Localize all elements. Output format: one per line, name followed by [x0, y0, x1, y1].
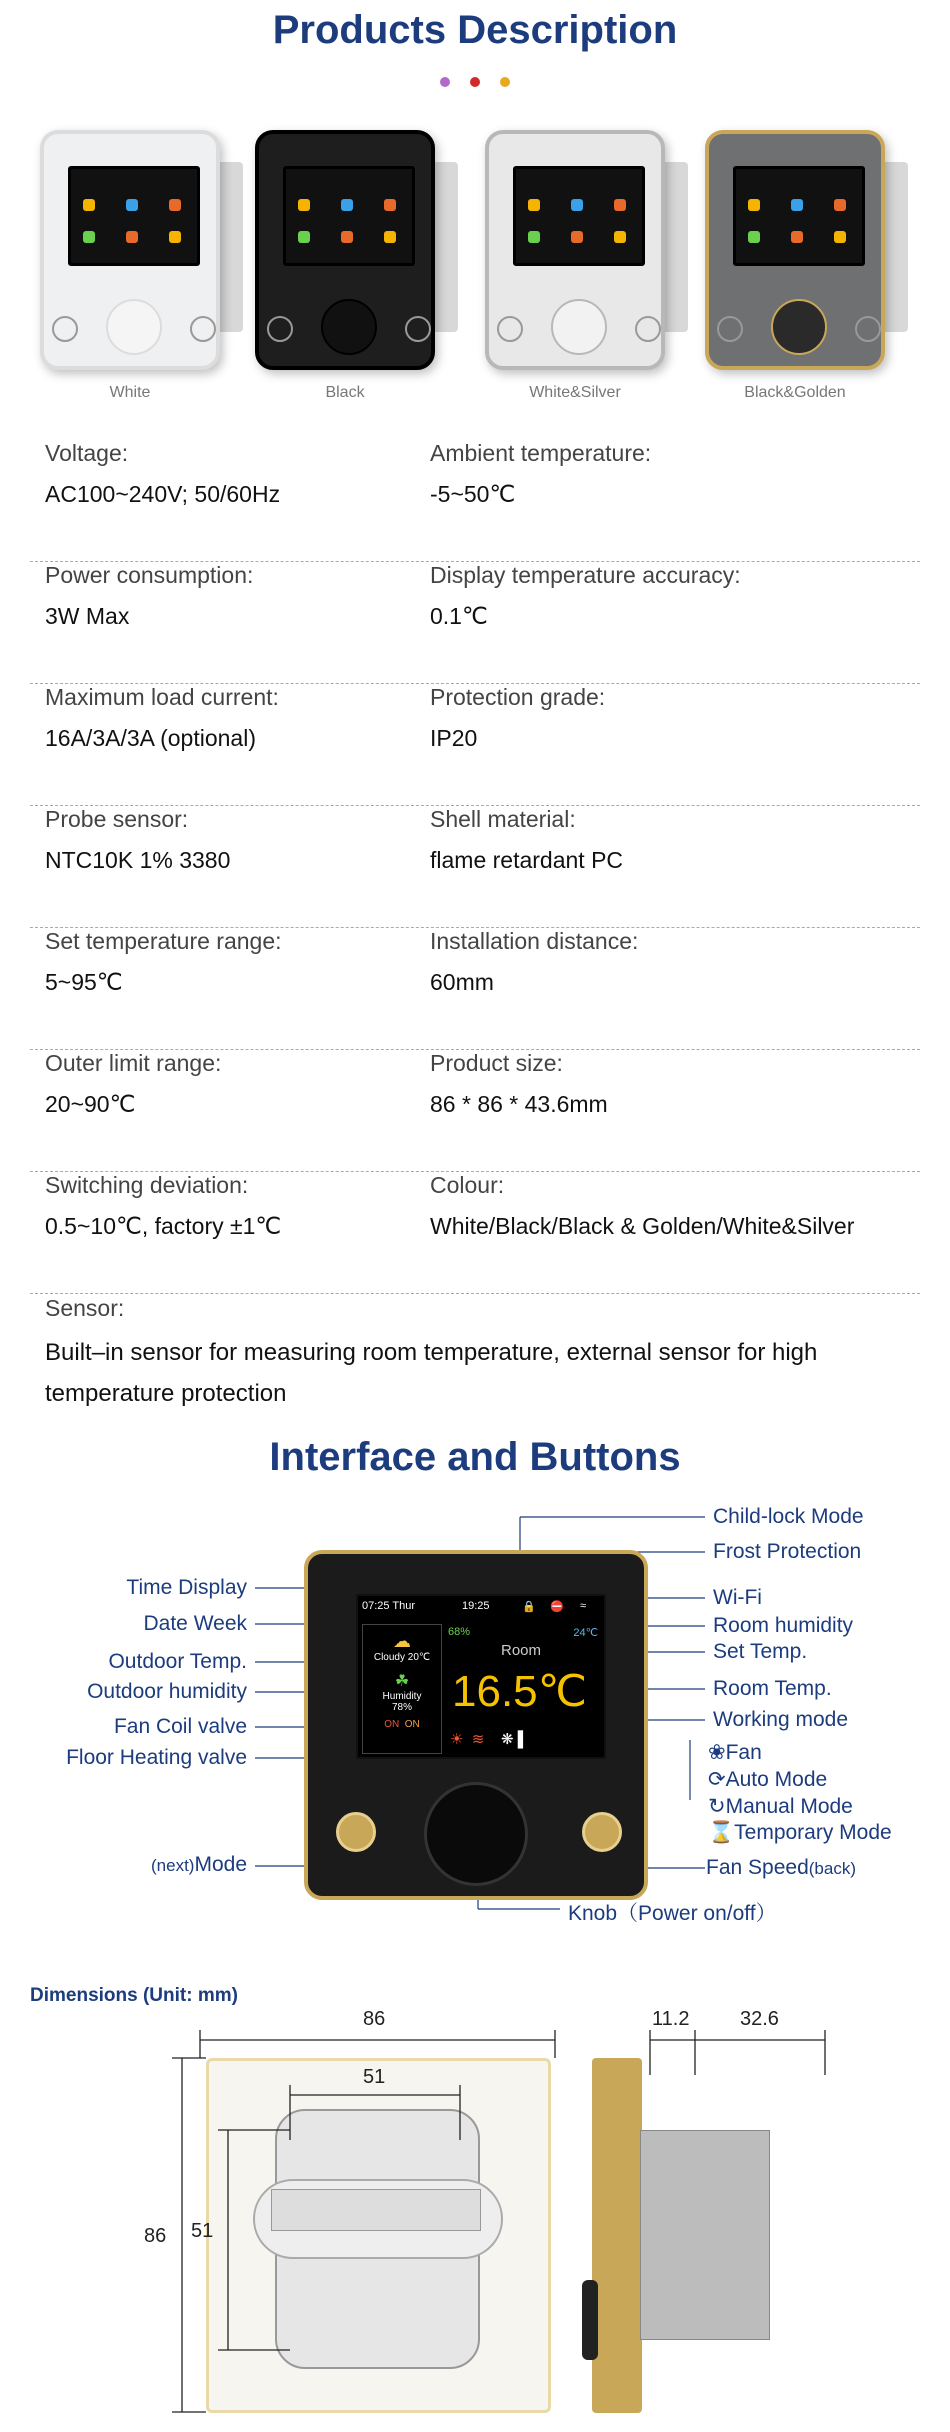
callout-right: Room humidity: [713, 1614, 854, 1637]
product-name: Black: [325, 384, 365, 401]
callout-left: Fan Coil valve: [113, 1715, 247, 1738]
callout-right: Room Temp.: [713, 1677, 832, 1700]
dim-inner-width: 51: [363, 2066, 386, 2088]
screen-clock: 19:25: [462, 1600, 490, 1612]
spec-value: 3W Max: [45, 603, 130, 629]
plant-icon: ☘: [394, 1673, 410, 1690]
spec-label: Maximum load current:: [45, 684, 279, 710]
mode-item-label: Fan: [725, 1741, 762, 1764]
spec-value: 16A/3A/3A (optional): [45, 725, 256, 751]
callout-right-top: Child-lock Mode: [713, 1505, 864, 1528]
screen-humidity-label: Humidity: [382, 1691, 422, 1702]
spec-value: -5~50℃: [430, 481, 516, 507]
product-name: White&Silver: [529, 384, 621, 401]
set-temp: 24℃: [573, 1627, 598, 1639]
mode-item-icon: ⌛: [708, 1821, 735, 1844]
screen-weather: Cloudy 20℃: [373, 1652, 431, 1663]
callout-right: Working mode: [713, 1708, 849, 1731]
mode-item-label: Temporary Mode: [734, 1821, 892, 1844]
spec-value: 60mm: [430, 969, 494, 995]
spec-value: 0.5~10℃, factory ±1℃: [45, 1213, 282, 1239]
callout-left: Outdoor humidity: [87, 1680, 247, 1703]
fan-speed-suffix: (back): [808, 1859, 856, 1878]
spec-label: Power consumption:: [45, 562, 254, 588]
screen-humidity: 78%: [391, 1702, 412, 1713]
products-title: Products Description: [272, 8, 678, 52]
spec-label: Outer limit range:: [45, 1050, 222, 1076]
lock-icon: 🔒: [522, 1601, 536, 1613]
screen-time: 07:25 Thur: [362, 1600, 416, 1612]
fan-speed-label: Fan Speed: [706, 1856, 809, 1879]
spec-label: Installation distance:: [430, 928, 639, 954]
mode-item-icon: ❀: [708, 1741, 726, 1764]
cloud-icon: ☁: [393, 1631, 411, 1651]
spec-value: NTC10K 1% 3380: [45, 847, 231, 873]
dim-inner-height: 51: [191, 2220, 214, 2242]
spec-value: flame retardant PC: [430, 847, 624, 873]
callout-left: Date Week: [143, 1612, 247, 1635]
dim-width: 86: [363, 2008, 386, 2030]
floor-heat-on: ON: [404, 1719, 420, 1730]
spec-label: Colour:: [430, 1172, 505, 1198]
spec-value: AC100~240V; 50/60Hz: [45, 481, 281, 507]
spec-value: IP20: [430, 725, 478, 751]
callout-left: Floor Heating valve: [66, 1746, 247, 1769]
callout-left: Time Display: [126, 1576, 247, 1599]
spec-label: Protection grade:: [430, 684, 606, 710]
dim-side2: 32.6: [740, 2008, 779, 2030]
mode-label: Mode: [194, 1853, 247, 1876]
spec-value: 5~95℃: [45, 969, 123, 995]
spec-label: Ambient temperature:: [430, 440, 652, 466]
spec-value: 86 * 86 * 43.6mm: [430, 1091, 608, 1117]
mode-prefix: (next): [151, 1856, 195, 1875]
spec-label: Probe sensor:: [45, 806, 189, 832]
spec-value: White/Black/Black & Golden/White&Silver: [430, 1213, 855, 1239]
sensor-value: Built–in sensor for measuring room temperature, external sensor for high temperature protection: [45, 1339, 818, 1407]
sensor-label: Sensor:: [45, 1295, 125, 1321]
dim-height: 86: [144, 2225, 167, 2247]
interface-title: Interface and Buttons: [269, 1435, 681, 1479]
room-temp: 16.5℃: [452, 1667, 588, 1716]
spec-label: Product size:: [430, 1050, 563, 1076]
mode-item-icon: ⟳: [708, 1768, 726, 1791]
dimensions-title: Dimensions (Unit: mm): [30, 1985, 238, 2006]
spec-value: 0.1℃: [430, 603, 488, 629]
dim-side1: 11.2: [652, 2008, 690, 2030]
product-name: White: [109, 384, 151, 401]
spec-label: Voltage:: [45, 440, 129, 466]
spec-label: Set temperature range:: [45, 928, 282, 954]
mode-item-label: Auto Mode: [725, 1768, 828, 1791]
shield-icon: ⛔: [550, 1601, 564, 1613]
mode-item-icon: ↻: [708, 1795, 726, 1818]
spec-label: Shell material:: [430, 806, 576, 832]
wifi-icon: ≈: [580, 1600, 587, 1612]
callout-right: Set Temp.: [713, 1640, 808, 1663]
spec-value: 20~90℃: [45, 1091, 136, 1117]
product-name: Black&Golden: [744, 384, 846, 401]
room-label: Room: [501, 1642, 542, 1659]
room-humidity: 68%: [448, 1626, 471, 1638]
callout-left: Outdoor Temp.: [108, 1650, 247, 1673]
fan-coil-on: ON: [384, 1719, 400, 1730]
spec-label: Switching deviation:: [45, 1172, 249, 1198]
callout-knob: Knob（Power on/off）: [568, 1902, 777, 1925]
callout-right-top: Frost Protection: [713, 1540, 862, 1563]
spec-label: Display temperature accuracy:: [430, 562, 741, 588]
mode-item-label: Manual Mode: [725, 1795, 853, 1818]
callout-right: Wi-Fi: [713, 1586, 762, 1609]
mode-icons: ☀ ≋ ❋ ▌: [450, 1731, 529, 1748]
